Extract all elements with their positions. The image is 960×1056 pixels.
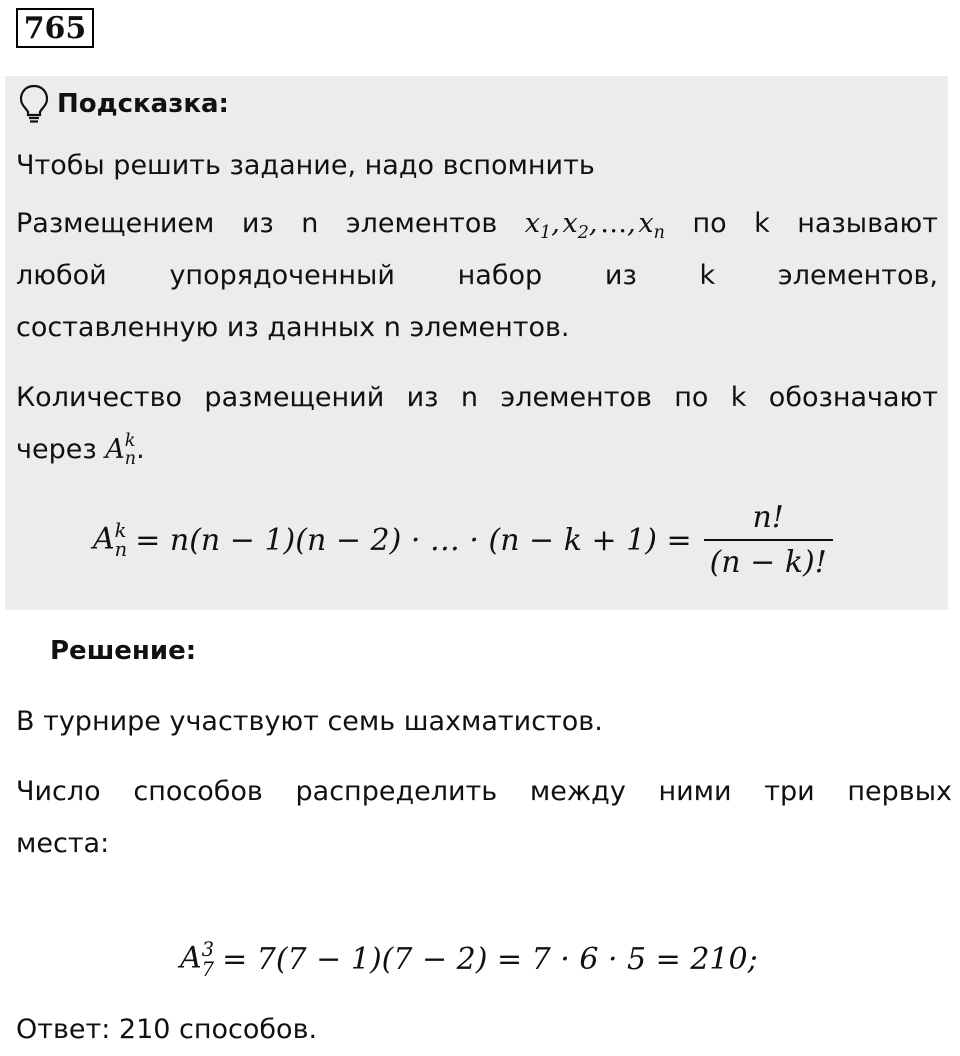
arrangement-formula: A k n = n(n − 1)(n − 2) · … · (n − k + 1) = $\frac{n!}{(n - k)!}$	[93, 500, 833, 580]
hint-box	[5, 76, 948, 610]
hint-intro: Чтобы решить задание, надо вспомнить	[16, 150, 595, 181]
hint-paragraph-1-line-2: любой упорядоченный набор из k элементов,	[16, 260, 938, 291]
arrangement-symbol: A k n	[105, 430, 137, 469]
hint-paragraph-2-line-2: через A k n .	[16, 430, 145, 469]
variable-sequence: $x_1$, $x_2$, …, $x_n$	[524, 208, 665, 244]
solution-paragraph-2-line-2: места:	[16, 828, 110, 859]
solution-paragraph-2-line-1: Число способов распределить между ними три первых	[16, 776, 952, 807]
hint-paragraph-1-line-1: Размещением из n элементов $x_1$, $x_2$, …, $x_n$ по k называют	[16, 208, 938, 244]
fraction: $\frac{n!}{(n - k)!}$	[704, 500, 833, 580]
hint-paragraph-1-line-3: составленную из данных n элементов.	[16, 312, 570, 343]
solution-formula: A 3 7 = 7(7 − 1)(7 − 2) = 7 · 6 · 5 = 210;	[180, 938, 758, 981]
task-number: 765	[16, 8, 94, 48]
hint-header	[19, 84, 229, 124]
hint-title: Подсказка:	[57, 89, 229, 119]
lightbulb-icon	[19, 84, 49, 124]
solution-title: Решение:	[50, 636, 197, 666]
solution-paragraph-1: В турнире участвуют семь шахматистов.	[16, 706, 603, 737]
hint-paragraph-2-line-1: Количество размещений из n элементов по k обозначают	[16, 382, 938, 413]
answer-line: Ответ: 210 способов.	[16, 1014, 318, 1045]
